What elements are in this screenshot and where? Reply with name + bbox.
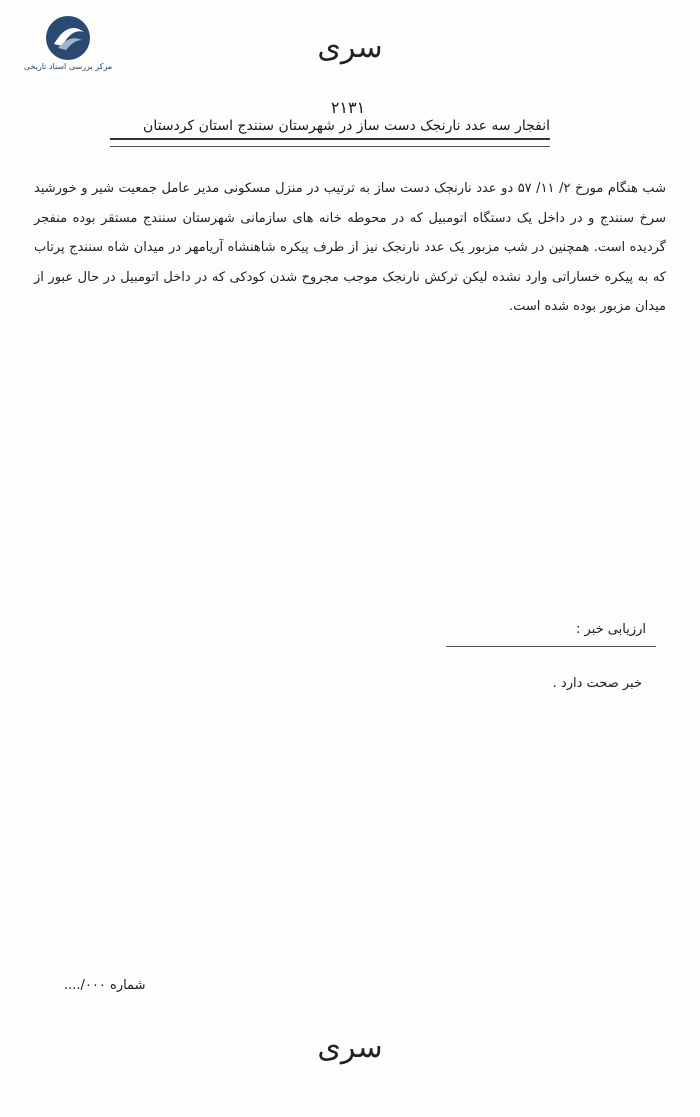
evaluation-note: خبر صحت دارد .	[552, 676, 642, 691]
document-body	[34, 174, 666, 322]
body-paragraph: شب هنگام مورخ ۲/ ۱۱/ ۵۷ دو عدد نارنجک دست ساز به ترتیب در منزل مسکونی مدیر عامل جمعیت شیر و خورشید سرخ سنندج و در داخل یک دستگاه اتومبیل که در محوطه خانه های سازمانی شهرستان سنندج مستقر بوده منفجر گردیده است. همچنین در شب مزبور یک عدد نارنجک نیز از طرف پیکره شاهنشاه آریامهر در میدان شاه سنندج پرتاب که به پیکره خساراتی وارد نشده لیکن ترکش نارنجک موجب مجروح شدن کودکی که در داخل اتومبیل در حال عبور از میدان مزبور بوده شده است.	[34, 181, 667, 315]
document-subject: انفجار سه عدد نارنجک دست ساز در شهرستان سنندج استان کردستان	[110, 118, 550, 140]
subject-underline	[110, 146, 550, 147]
evaluation-underline	[446, 646, 656, 647]
reference-number: ۲۱۳۱	[330, 98, 366, 117]
evaluation-label: ارزیابی خبر :	[576, 622, 646, 637]
classification-bottom: سری	[317, 1030, 383, 1065]
classification-top: سری	[317, 30, 383, 65]
document-number: شماره ۰۰۰/....	[64, 978, 146, 993]
logo-caption: مرکز بررسی اسناد تاریخی	[23, 62, 113, 71]
